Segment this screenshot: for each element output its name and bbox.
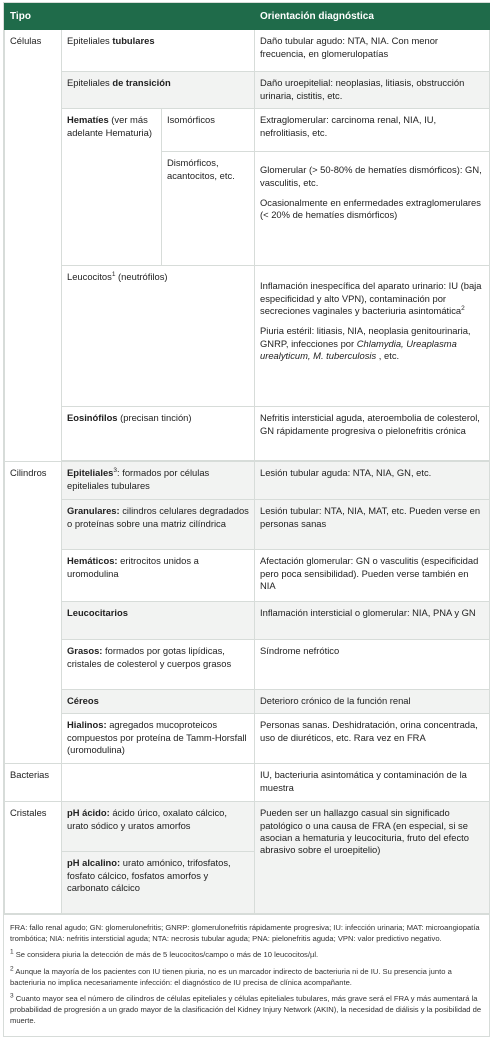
footnote-3: $^3$ Cuanto mayor sea el número de cilindros de células epiteliales y células epiteliales tubulares, más grave será el FRA y más aumentará la probabilidad de progresión a un grado mayor de la clasificación del Kidney Injury Network (AKIN), la necesidad de diálisis y la posibilidad de muerte. [10,992,482,1025]
cell-cil-epiteliales: Epiteliales$^3$: formados por células epiteliales tubulares [62,462,255,500]
table-header [5,4,490,30]
orient-cil-leucocitarios: Inflamación intersticial o glomerular: NIA, PNA y GN [255,602,490,640]
orient-isomorficos: Extraglomerular: carcinoma renal, NIA, IU, nefrolitiasis, etc. [255,109,490,152]
cell-dismorficos: Dismórficos, acantocitos, etc. [162,152,255,266]
header-blank [62,4,255,30]
cell-cil-leucocitarios: Leucocitarios [62,602,255,640]
orient-cil-hialinos: Personas sanas. Deshidratación, orina concentrada, uso de diuréticos, etc. Rara vez en FRA [255,714,490,764]
orient-leucocitos: Inflamación inespecífica del aparato urinario: IU (baja especificidad y alto VPN), contaminación por secreciones vaginales y bacteriuria asintomática$^2$ Piuria estéril: litiasis, NIA, neoplasia genitourinaria, GNRP, infecciones por Chlamydia, Ureaplasma urealyticum, M. tuberculosis , etc. [255,266,490,407]
cell-cil-grasos: Grasos: formados por gotas lipídicas, cristales de colesterol y cuerpos grasos [62,640,255,690]
tipo-cilindros: Cilindros [5,462,62,764]
orient-bacterias: IU, bacteriuria asintomática y contaminación de la muestra [255,764,490,802]
cell-cil-cereos: Céreos [62,690,255,714]
cell-cil-hematicos: Hemáticos: eritrocitos unidos a uromodulina [62,550,255,602]
orient-cil-epiteliales: Lesión tubular aguda: NTA, NIA, GN, etc. [255,462,490,500]
orient-eosinofilos: Nefritis intersticial aguda, ateroembolia de colesterol, GN rápidamente progresiva o pielonefritis crónica [255,407,490,461]
cell-eosinofilos: Eosinófilos (precisan tinción) [62,407,255,461]
orient-dismorficos: Glomerular (> 50-80% de hematíes dismórficos): GN, vasculitis, etc. Ocasionalmente en enfermedades extraglomerulares (< 20% de hematíes dismórficos) [255,152,490,266]
cell-leucocitos: Leucocitos$^1$ (neutrófilos) [62,266,255,407]
header-orientacion: Orientación diagnóstica [255,4,490,30]
table-row [5,764,490,802]
orient-cil-cereos: Deterioro crónico de la función renal [255,690,490,714]
table-row [5,407,490,461]
table-row [5,714,490,764]
header-tipo: Tipo [5,4,62,30]
cell-ph-acido: pH ácido: ácido úrico, oxalato cálcico, urato sódico y uratos amorfos [62,802,255,852]
cell-transicion: Epiteliales de transición [62,72,255,109]
cell-tubulares: Epiteliales tubulares [62,30,255,72]
table-row [5,802,490,852]
abbreviations-note: FRA: fallo renal agudo; GN: glomerulonefritis; GNRP: glomerulonefritis rápidamente progresiva; IU: infección urinaria; MAT: microangiopatía trombótica; NIA: nefritis intersticial aguda; NTA: necrosis tubular aguda; PNA: pielonefritis aguda; VPN: valor predictivo negativo. [10,923,480,943]
cell-hematies: Hematíes (ver más adelante Hematuria) [62,109,162,266]
table-row [5,462,490,500]
table-row [5,602,490,640]
cell-ph-alcalino: pH alcalino: urato amónico, trifosfatos, fosfato cálcico, fosfatos amorfos y carbonato cálcico [62,852,255,914]
table-row [5,640,490,690]
table-row [5,690,490,714]
urine-sediment-table [4,3,490,914]
diagnostic-table-card [3,2,490,1037]
table-row [5,500,490,550]
orient-cristales: Pueden ser un hallazgo casual sin significado patológico o una causa de FRA (en especial, si se asocian a hematuria y leucocituria, fruto del efecto abrasivo sobre el uroepitelio) [255,802,490,914]
tipo-celulas: Células [5,30,62,462]
orient-cil-grasos: Síndrome nefrótico [255,640,490,690]
table-row [5,30,490,72]
orient-transicion: Daño uroepitelial: neoplasias, litiasis, obstrucción urinaria, cistitis, etc. [255,72,490,109]
cell-cil-hialinos: Hialinos: agregados mucoproteicos compuestos por proteína de Tamm-Horsfall (uromodulina) [62,714,255,764]
table-footnotes [4,914,489,1036]
table-row [5,550,490,602]
cell-cil-granulares: Granulares: cilindros celulares degradados o proteínas sobre una matriz cilíndrica [62,500,255,550]
footnote-1: $^1$ Se considera piuria la detección de más de 5 leucocitos/campo o más de 10 leucocitos/µl. [10,948,319,960]
orient-cil-hematicos: Afectación glomerular: GN o vasculitis (especificidad pero poca sensibilidad). Pueden verse también en NIA [255,550,490,602]
cell-bacterias [62,764,255,802]
orient-tubulares: Daño tubular agudo: NTA, NIA. Con menor frecuencia, en glomerulopatías [255,30,490,72]
table-row [5,266,490,407]
footnote-2: $^2$ Aunque la mayoría de los pacientes con IU tienen piuria, no es un marcador indirecto de bacteriuria ni de IU. Su presencia junto a bacteriuria no implica necesariamente infección: el diagnóstico de IU precisa de clínica acompañante. [10,965,452,987]
cell-isomorficos: Isomórficos [162,109,255,152]
table-row [5,72,490,109]
orient-cil-granulares: Lesión tubular: NTA, NIA, MAT, etc. Pueden verse en personas sanas [255,500,490,550]
table-row [5,109,490,152]
tipo-bacterias: Bacterias [5,764,62,802]
tipo-cristales: Cristales [5,802,62,914]
